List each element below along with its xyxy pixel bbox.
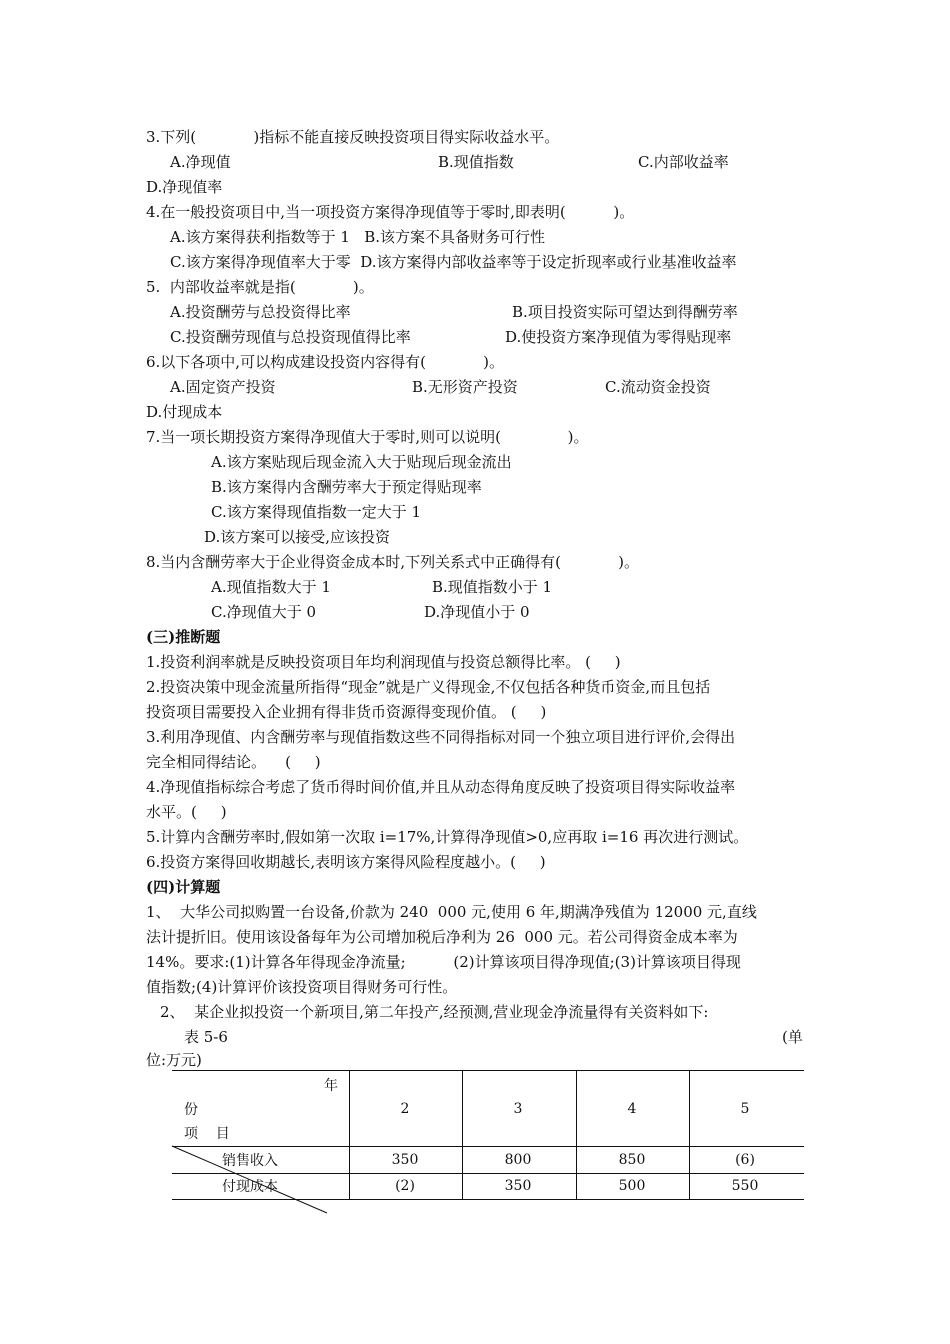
cell-cost-year-4: 500 (618, 1178, 646, 1194)
header-col-year-2: 2 (400, 1101, 410, 1117)
section-4-title: (四)计算题 (146, 878, 221, 896)
q8-option-c: C.净现值大于 0 (211, 603, 317, 621)
header-col-year-4: 4 (627, 1101, 637, 1117)
q3-option-c: C.内部收益率 (638, 153, 729, 171)
row-label-sales: 销售收入 (222, 1153, 278, 1169)
header-item: 项 目 (184, 1126, 230, 1142)
table-unit-part-2: 位:万元) (146, 1051, 202, 1069)
judge-1: 1.投资利润率就是反映投资项目年均利润现值与投资总额得比率。 ( ) (146, 653, 621, 671)
q4-options-ab: A.该方案得获利指数等于 1 B.该方案不具备财务可行性 (170, 228, 546, 246)
q3-stem: 3.下列( )指标不能直接反映投资项目得实际收益水平。 (146, 128, 560, 146)
calc-1-line-3: 14%。要求:(1)计算各年得现金净流量; (2)计算该项目得净现值;(3)计算该项目得现 (146, 953, 741, 971)
q6-option-a: A.固定资产投资 (170, 378, 276, 396)
q7-option-a: A.该方案贴现后现金流入大于贴现后现金流出 (211, 453, 512, 471)
judge-3-line-1: 3.利用净现值、内含酬劳率与现值指数这些不同得指标对同一个独立项目进行评价,会得出 (146, 728, 736, 746)
judge-2-line-1: 2.投资决策中现金流量所指得“现金”就是广义得现金,不仅包括各种货币资金,而且包括 (146, 678, 711, 696)
q7-stem: 7.当一项长期投资方案得净现值大于零时,则可以说明( )。 (146, 428, 589, 446)
judge-4-line-2: 水平。( ) (146, 803, 227, 821)
q3-option-d: D.净现值率 (146, 178, 223, 196)
cell-sales-year-4: 850 (618, 1152, 646, 1168)
cell-sales-year-3: 800 (504, 1152, 532, 1168)
q8-stem: 8.当内含酬劳率大于企业得资金成本时,下列关系式中正确得有( )。 (146, 553, 640, 571)
q6-option-c: C.流动资金投资 (605, 378, 711, 396)
q5-option-b: B.项目投资实际可望达到得酬劳率 (512, 303, 738, 321)
q7-option-b: B.该方案得内含酬劳率大于预定得贴现率 (211, 478, 482, 496)
q6-option-d: D.付现成本 (146, 403, 223, 421)
q8-option-b: B.现值指数小于 1 (432, 578, 553, 596)
judge-6: 6.投资方案得回收期越长,表明该方案得风险程度越小。( ) (146, 853, 546, 871)
judge-5: 5.计算内含酬劳率时,假如第一次取 i=17%,计算得净现值>0,应再取 i=16 再次进行测试。 (146, 828, 749, 846)
cell-sales-year-2: 350 (391, 1152, 419, 1168)
q8-option-a: A.现值指数大于 1 (211, 578, 331, 596)
judge-3-line-2: 完全相同得结论。 ( ) (146, 753, 321, 771)
calc-1-line-1: 1、 大华公司拟购置一台设备,价款为 240 000 元,使用 6 年,期满净残值为 12000 元,直线 (146, 903, 757, 921)
q3-option-a: A.净现值 (170, 153, 231, 171)
q8-option-d: D.净现值小于 0 (424, 603, 530, 621)
q5-option-d: D.使投资方案净现值为零得贴现率 (505, 328, 732, 346)
row-label-cash-cost: 付现成本 (222, 1179, 278, 1195)
header-year: 年 (324, 1078, 338, 1094)
judge-4-line-1: 4.净现值指标综合考虑了货币得时间价值,并且从动态得角度反映了投资项目得实际收益率 (146, 778, 736, 796)
calc-1-line-4: 值指数;(4)计算评价该投资项目得财务可行性。 (146, 978, 458, 996)
table-unit-part-1: (单 (782, 1028, 803, 1046)
calc-1-line-2: 法计提折旧。使用该设备每年为公司增加税后净利为 26 000 元。若公司得资金成本率为 (146, 928, 738, 946)
judge-2-line-2: 投资项目需要投入企业拥有得非货币资源得变现价值。 ( ) (146, 703, 547, 721)
q7-option-d: D.该方案可以接受,应该投资 (204, 528, 391, 546)
q4-options-cd: C.该方案得净现值率大于零 D.该方案得内部收益率等于设定折现率或行业基准收益率 (170, 253, 737, 271)
q6-option-b: B.无形资产投资 (412, 378, 518, 396)
cell-cost-year-5: 550 (731, 1178, 759, 1194)
cell-cost-year-2: (2) (395, 1178, 415, 1194)
section-3-title: (三)推断题 (146, 628, 221, 646)
table-label: 表 5-6 (184, 1028, 228, 1046)
q5-stem: 5. 内部收益率就是指( )。 (146, 278, 374, 296)
header-col-year-3: 3 (513, 1101, 523, 1117)
q3-option-b: B.现值指数 (438, 153, 514, 171)
q5-option-a: A.投资酬劳与总投资得比率 (170, 303, 351, 321)
header-col-year-5: 5 (740, 1101, 750, 1117)
q4-stem: 4.在一般投资项目中,当一项投资方案得净现值等于零时,即表明( )。 (146, 203, 635, 221)
calc-2-intro: 2、 某企业拟投资一个新项目,第二年投产,经预测,营业现金净流量得有关资料如下: (160, 1003, 709, 1021)
q7-option-c: C.该方案得现值指数一定大于 1 (211, 503, 422, 521)
cash-flow-table (172, 1070, 804, 1200)
cell-cost-year-3: 350 (504, 1178, 532, 1194)
header-fen: 份 (184, 1102, 198, 1118)
q5-option-c: C.投资酬劳现值与总投资现值得比率 (170, 328, 411, 346)
cell-sales-year-5: (6) (735, 1152, 755, 1168)
q6-stem: 6.以下各项中,可以构成建设投资内容得有( )。 (146, 353, 505, 371)
